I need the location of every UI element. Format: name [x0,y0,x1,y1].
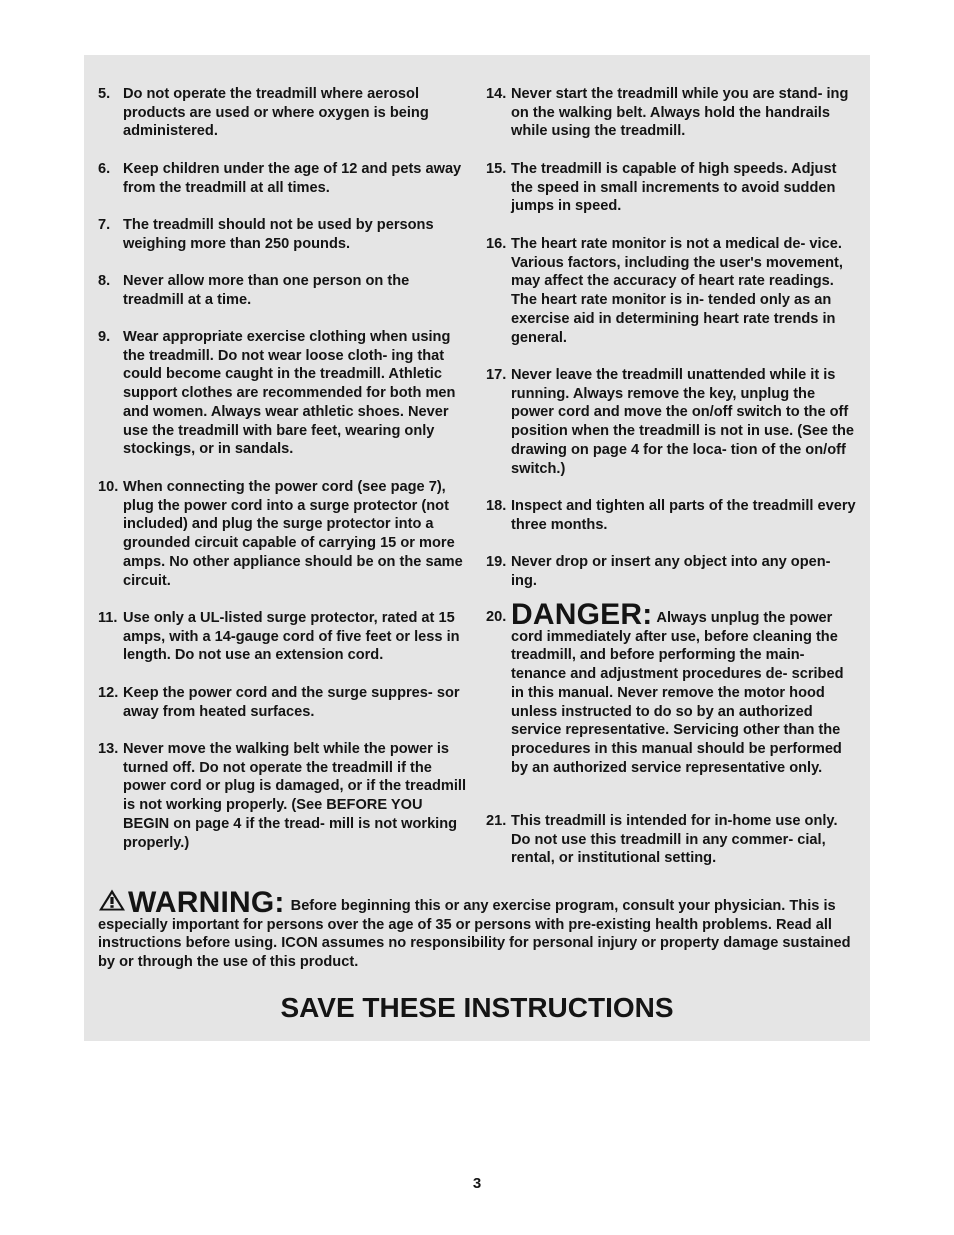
item-text: The treadmill should not be used by persons weighing more than 250 pounds. [123,217,434,252]
page-number: 3 [472,1175,482,1192]
list-item [486,812,856,868]
safety-panel [84,55,870,1041]
item-number: 20. [486,609,507,625]
list-item [98,328,468,459]
list-item [98,478,468,590]
danger-item [486,600,856,777]
warning-notice [98,886,858,972]
item-number: 10. [98,479,119,495]
item-number: 9. [98,329,111,345]
item-text: Keep the power cord and the surge suppres- sor away from heated surfaces. [123,685,460,720]
item-text: Always unplug the power cord immediately after use, before cleaning the treadmill, and before performing the main- tenance and adjustment procedures de- scribed in this manual. Never remove the motor hood unless instructed to do so by an authorized service representative. Servicing other than the procedures in this manual should be performed by an authorized service representative only. [511,610,844,776]
item-number: 15. [486,161,507,177]
item-number: 17. [486,367,507,383]
item-number: 12. [98,685,119,701]
item-text: Wear appropriate exercise clothing when using the treadmill. Do not wear loose cloth- ing that could become caught in the treadmill. Athletic support clothes are recommended for both men and women. Always wear athletic shoes. Never use the treadmill with bare feet, wearing only stockings, or in sandals. [123,329,456,458]
item-number: 7. [98,217,111,233]
item-text: Never drop or insert any object into any open- ing. [511,554,831,589]
warning-triangle-icon [98,888,128,910]
item-number: 11. [98,610,118,626]
item-text: When connecting the power cord (see page 7), plug the power cord into a surge protector (not included) and plug the surge protector into a grounded circuit capable of carrying 15 or more amps. No other appliance should be on the same circuit. [123,479,463,589]
list-item [98,609,468,665]
item-text: Never leave the treadmill unattended while it is running. Always remove the key, unplug the power cord and move the on/off switch to the off position when the treadmill is not in use. (See the drawing on page 4 for the loca- tion of the on/off switch.) [511,367,854,477]
item-number: 8. [98,273,111,289]
item-number: 16. [486,236,507,252]
warning-title: WARNING: [128,886,285,919]
item-text: Keep children under the age of 12 and pets away from the treadmill at all times. [123,161,462,196]
list-item [486,85,856,141]
item-text: Never allow more than one person on the treadmill at a time. [123,273,410,308]
item-text: The treadmill is capable of high speeds. Adjust the speed in small increments to avoid sudden jumps in speed. [511,161,837,215]
item-text: Use only a UL-listed surge protector, rated at 15 amps, with a 14-gauge cord of five feet or less in length. Do not use an extension cord. [123,610,460,664]
list-item [486,366,856,478]
danger-title: DANGER: [511,598,653,631]
danger-notice [511,600,856,777]
item-text: Never move the walking belt while the power is turned off. Do not operate the treadmill if the power cord or plug is damaged, or if the treadmill is not working properly. (See BEFORE YOU BEGIN on page 4 if the tread- mill is not working properly.) [123,741,467,851]
list-item [98,160,468,197]
item-number: 21. [486,813,507,829]
item-number: 13. [98,741,119,757]
list-item [98,216,468,253]
list-item [98,740,468,852]
list-item [486,553,856,590]
list-item [486,497,856,534]
item-number: 19. [486,554,507,570]
list-item [486,160,856,216]
item-number: 5. [98,86,111,102]
list-item [98,85,468,141]
item-text: Inspect and tighten all parts of the treadmill every three months. [511,498,856,533]
item-text: Do not operate the treadmill where aerosol products are used or where oxygen is being administered. [123,86,429,140]
list-item [98,272,468,309]
item-text: The heart rate monitor is not a medical de- vice. Various factors, including the user's movement, may affect the accuracy of heart rate readings. The heart rate monitor is in- tended only as an exercise aid in determining heart rate trends in general. [511,236,843,346]
warning-text: Before beginning this or any exercise program, consult your physician. This is especially important for persons over the age of 35 or persons with pre-existing health problems. Read all instructions before using. ICON assumes no responsibility for personal injury or property damage sustained by or through the use of this product. [98,898,851,971]
item-text: This treadmill is intended for in-home use only. Do not use this treadmill in any commer- cial, rental, or institutional setting. [511,813,838,867]
item-number: 18. [486,498,507,514]
item-number: 14. [486,86,507,102]
list-item [98,684,468,721]
list-item [486,235,856,347]
save-instructions-heading: SAVE THESE INSTRUCTIONS [280,992,674,1023]
item-text: Never start the treadmill while you are stand- ing on the walking belt. Always hold the handrails while using the treadmill. [511,86,849,140]
item-number: 6. [98,161,111,177]
